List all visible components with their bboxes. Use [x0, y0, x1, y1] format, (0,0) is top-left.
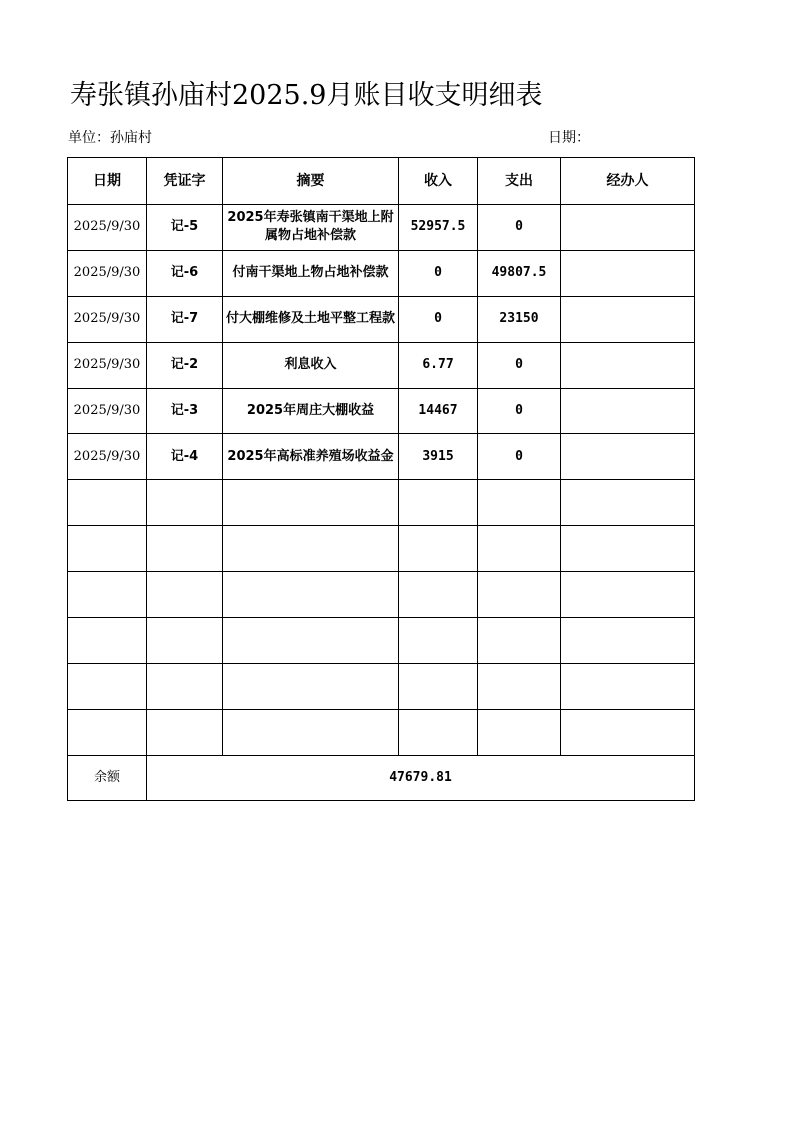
- cell-expense: 0: [478, 434, 561, 480]
- empty-cell: [147, 480, 223, 526]
- empty-cell: [399, 663, 478, 709]
- empty-cell: [147, 526, 223, 572]
- empty-row: [68, 572, 695, 618]
- table-row: [68, 388, 695, 434]
- empty-row: [68, 663, 695, 709]
- empty-cell: [68, 709, 147, 755]
- cell-expense: 0: [478, 388, 561, 434]
- cell-summary: 付南干渠地上物占地补偿款: [223, 250, 399, 296]
- table-row: [68, 205, 695, 251]
- empty-cell: [561, 480, 695, 526]
- empty-cell: [68, 618, 147, 664]
- unit-label: 单位：孙庙村: [68, 130, 152, 146]
- cell-date: 2025/9/30: [68, 250, 147, 296]
- header-summary: 摘要: [223, 158, 399, 205]
- empty-row: [68, 618, 695, 664]
- balance-label: 余额: [68, 755, 147, 800]
- balance-value: 47679.81: [147, 755, 695, 800]
- cell-summary: 2025年高标准养殖场收益金: [223, 434, 399, 480]
- table-row: [68, 434, 695, 480]
- page-title: 寿张镇孙庙村2025.9月账目收支明细表: [70, 80, 543, 111]
- cell-income: 52957.5: [399, 205, 478, 251]
- ledger-table: [67, 157, 695, 801]
- empty-cell: [147, 663, 223, 709]
- empty-cell: [68, 480, 147, 526]
- empty-cell: [68, 663, 147, 709]
- cell-date: 2025/9/30: [68, 205, 147, 251]
- empty-cell: [147, 709, 223, 755]
- empty-cell: [399, 618, 478, 664]
- cell-handler: [561, 205, 695, 251]
- empty-row: [68, 526, 695, 572]
- table-row: [68, 250, 695, 296]
- cell-income: 0: [399, 296, 478, 342]
- date-label: 日期：: [548, 130, 590, 146]
- header-voucher: 凭证字: [147, 158, 223, 205]
- header-income: 收入: [399, 158, 478, 205]
- empty-cell: [223, 572, 399, 618]
- empty-cell: [399, 709, 478, 755]
- empty-row: [68, 709, 695, 755]
- cell-voucher: 记-2: [147, 342, 223, 388]
- table-row: [68, 296, 695, 342]
- header-row: [68, 158, 695, 205]
- cell-expense: 49807.5: [478, 250, 561, 296]
- balance-row: [68, 755, 695, 800]
- cell-income: 0: [399, 250, 478, 296]
- cell-expense: 23150: [478, 296, 561, 342]
- cell-voucher: 记-6: [147, 250, 223, 296]
- cell-income: 3915: [399, 434, 478, 480]
- cell-summary: 利息收入: [223, 342, 399, 388]
- empty-cell: [68, 526, 147, 572]
- cell-handler: [561, 250, 695, 296]
- header-expense: 支出: [478, 158, 561, 205]
- empty-cell: [399, 480, 478, 526]
- empty-cell: [478, 526, 561, 572]
- cell-income: 6.77: [399, 342, 478, 388]
- cell-expense: 0: [478, 342, 561, 388]
- empty-cell: [399, 526, 478, 572]
- table-row: [68, 342, 695, 388]
- cell-voucher: 记-4: [147, 434, 223, 480]
- empty-cell: [478, 480, 561, 526]
- empty-cell: [478, 618, 561, 664]
- empty-cell: [561, 709, 695, 755]
- empty-cell: [561, 572, 695, 618]
- cell-handler: [561, 388, 695, 434]
- cell-summary: 付大棚维修及土地平整工程款: [223, 296, 399, 342]
- cell-voucher: 记-3: [147, 388, 223, 434]
- empty-cell: [223, 480, 399, 526]
- empty-cell: [223, 709, 399, 755]
- cell-date: 2025/9/30: [68, 296, 147, 342]
- cell-handler: [561, 434, 695, 480]
- cell-summary: 2025年寿张镇南干渠地上附属物占地补偿款: [223, 205, 399, 251]
- cell-date: 2025/9/30: [68, 434, 147, 480]
- empty-cell: [478, 663, 561, 709]
- cell-voucher: 记-7: [147, 296, 223, 342]
- empty-cell: [223, 663, 399, 709]
- cell-income: 14467: [399, 388, 478, 434]
- cell-handler: [561, 342, 695, 388]
- header-date: 日期: [68, 158, 147, 205]
- cell-date: 2025/9/30: [68, 388, 147, 434]
- empty-cell: [147, 618, 223, 664]
- cell-handler: [561, 296, 695, 342]
- cell-expense: 0: [478, 205, 561, 251]
- empty-cell: [223, 618, 399, 664]
- empty-cell: [561, 526, 695, 572]
- cell-summary: 2025年周庄大棚收益: [223, 388, 399, 434]
- cell-voucher: 记-5: [147, 205, 223, 251]
- empty-cell: [478, 572, 561, 618]
- empty-row: [68, 480, 695, 526]
- empty-cell: [561, 618, 695, 664]
- cell-date: 2025/9/30: [68, 342, 147, 388]
- empty-cell: [478, 709, 561, 755]
- empty-cell: [399, 572, 478, 618]
- empty-cell: [561, 663, 695, 709]
- empty-cell: [223, 526, 399, 572]
- header-handler: 经办人: [561, 158, 695, 205]
- empty-cell: [68, 572, 147, 618]
- empty-cell: [147, 572, 223, 618]
